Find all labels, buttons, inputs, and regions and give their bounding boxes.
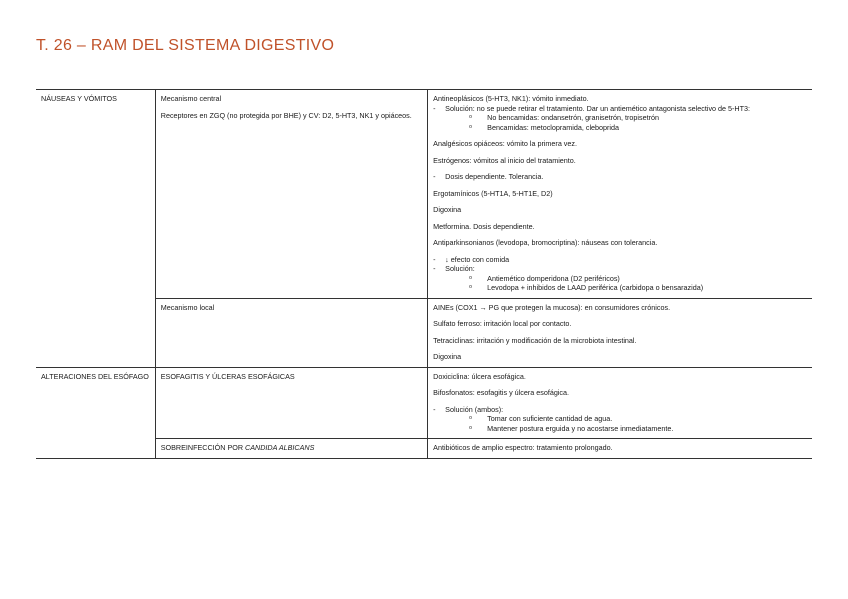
dash-marker: - — [433, 404, 436, 414]
list-item-text: Solución: no se puede retirar el tratamiento. Dar un antiemético antagonista selectivo de 5-HT3: — [445, 103, 751, 113]
list-item — [469, 113, 807, 123]
list-item — [433, 172, 807, 182]
mechanism-label: Mecanismo local — [160, 302, 215, 312]
ferrous-sulfate-text: Sulfato ferroso: irritación local por contacto. — [433, 319, 572, 328]
receptors-text: Receptores en ZGQ (no protegida por BHE) y CV: D2, 5-HT3, NK1 y opiáceos. — [160, 110, 412, 120]
table-row — [36, 367, 812, 439]
list-item-text: Dosis dependiente. Tolerancia. — [445, 172, 544, 181]
list-item-text: Solución (ambos): — [445, 404, 504, 414]
mechanism-cell — [155, 367, 427, 439]
list-item — [433, 264, 807, 274]
mechanism-label — [161, 443, 422, 453]
list-item-text: Solución: — [445, 264, 475, 273]
ram-table — [36, 89, 812, 459]
list-item — [469, 414, 807, 424]
bullet-icon: o — [469, 123, 472, 130]
table-row — [36, 90, 812, 299]
digoxin-text: Digoxina — [433, 205, 462, 214]
mechanism-cell — [155, 298, 427, 367]
bisphosphonates-text: Bifosfonatos: esofagitis y úlcera esofágica. — [433, 388, 570, 397]
ergotamines-text: Ergotamínicos (5-HT1A, 5-HT1E, D2) — [433, 188, 553, 198]
antibiotics-text: Antibióticos de amplio espectro: tratamiento prolongado. — [433, 443, 613, 452]
drugs-cell — [428, 298, 812, 367]
mechanism-label-species: CANDIDA ALBICANS — [245, 443, 315, 452]
analgesics-text: Analgésicos opiáceos: vómito la primera vez. — [433, 139, 577, 148]
list-item — [469, 424, 807, 434]
mechanism-cell — [155, 439, 427, 459]
metformin-text: Metformina. Dosis dependiente. — [433, 221, 535, 231]
list-item-text: No bencamidas: ondansetrón, granisetrón, tropisetrón — [487, 113, 659, 122]
list-item — [469, 283, 807, 293]
mechanism-label: ESOFAGITIS Y ÚLCERAS ESOFÁGICAS — [160, 371, 295, 381]
aines-text: AINEs (COX1 → PG que protegen la mucosa): en consumidores crónicos. — [433, 302, 671, 312]
list-item — [433, 104, 807, 114]
dash-marker: - — [433, 264, 436, 273]
antineoplastic-text: Antineoplásicos (5-HT3, NK1): vómito inmediato. — [433, 94, 589, 103]
bullet-icon: o — [469, 415, 472, 421]
drugs-cell — [428, 367, 812, 439]
dash-marker: - — [433, 172, 436, 181]
dash-marker: - — [433, 103, 436, 113]
bullet-icon: o — [469, 424, 472, 431]
tetracyclines-text: Tetraciclinas: irritación y modificación de la microbiota intestinal. — [433, 335, 637, 345]
bullet-icon: o — [469, 114, 472, 120]
list-item-text: Tomar con suficiente cantidad de agua. — [487, 414, 613, 423]
drugs-cell — [428, 90, 812, 299]
doxycycline-text: Doxiciclina: úlcera esofágica. — [433, 371, 526, 381]
list-item — [433, 405, 807, 415]
category-cell: NÁUSEAS Y VÓMITOS — [36, 90, 155, 368]
dash-marker: - — [433, 254, 436, 264]
list-item-text: Levodopa + inhibidos de LAAD periférica (carbidopa o bensarazida) — [487, 283, 704, 292]
mechanism-cell — [155, 90, 427, 299]
category-cell: ALTERACIONES DEL ESÓFAGO — [36, 367, 155, 458]
digoxin-text: Digoxina — [433, 352, 462, 361]
list-item — [469, 274, 807, 284]
page-title: T. 26 – RAM DEL SISTEMA DIGESTIVO — [36, 37, 335, 54]
list-item-text: Antiemético domperidona (D2 periféricos) — [487, 273, 620, 283]
drugs-cell — [428, 439, 812, 459]
list-item — [433, 255, 807, 265]
bullet-icon: o — [469, 284, 472, 290]
bullet-icon: o — [469, 274, 472, 281]
mechanism-label-prefix: SOBREINFECCIÓN POR — [160, 443, 246, 452]
antiparkinsonian-text: Antiparkinsonianos (levodopa, bromocriptina): náuseas con tolerancia. — [433, 238, 658, 247]
list-item-text: Mantener postura erguida y no acostarse inmediatamente. — [487, 423, 674, 433]
estrogens-text: Estrógenos: vómitos al inicio del tratamiento. — [433, 155, 576, 165]
list-item-text: ↓ efecto con comida — [445, 254, 510, 264]
list-item — [469, 123, 807, 133]
list-item-text: Bencamidas: metoclopramida, cleboprida — [487, 122, 620, 132]
mechanism-label: Mecanismo central — [160, 94, 222, 103]
